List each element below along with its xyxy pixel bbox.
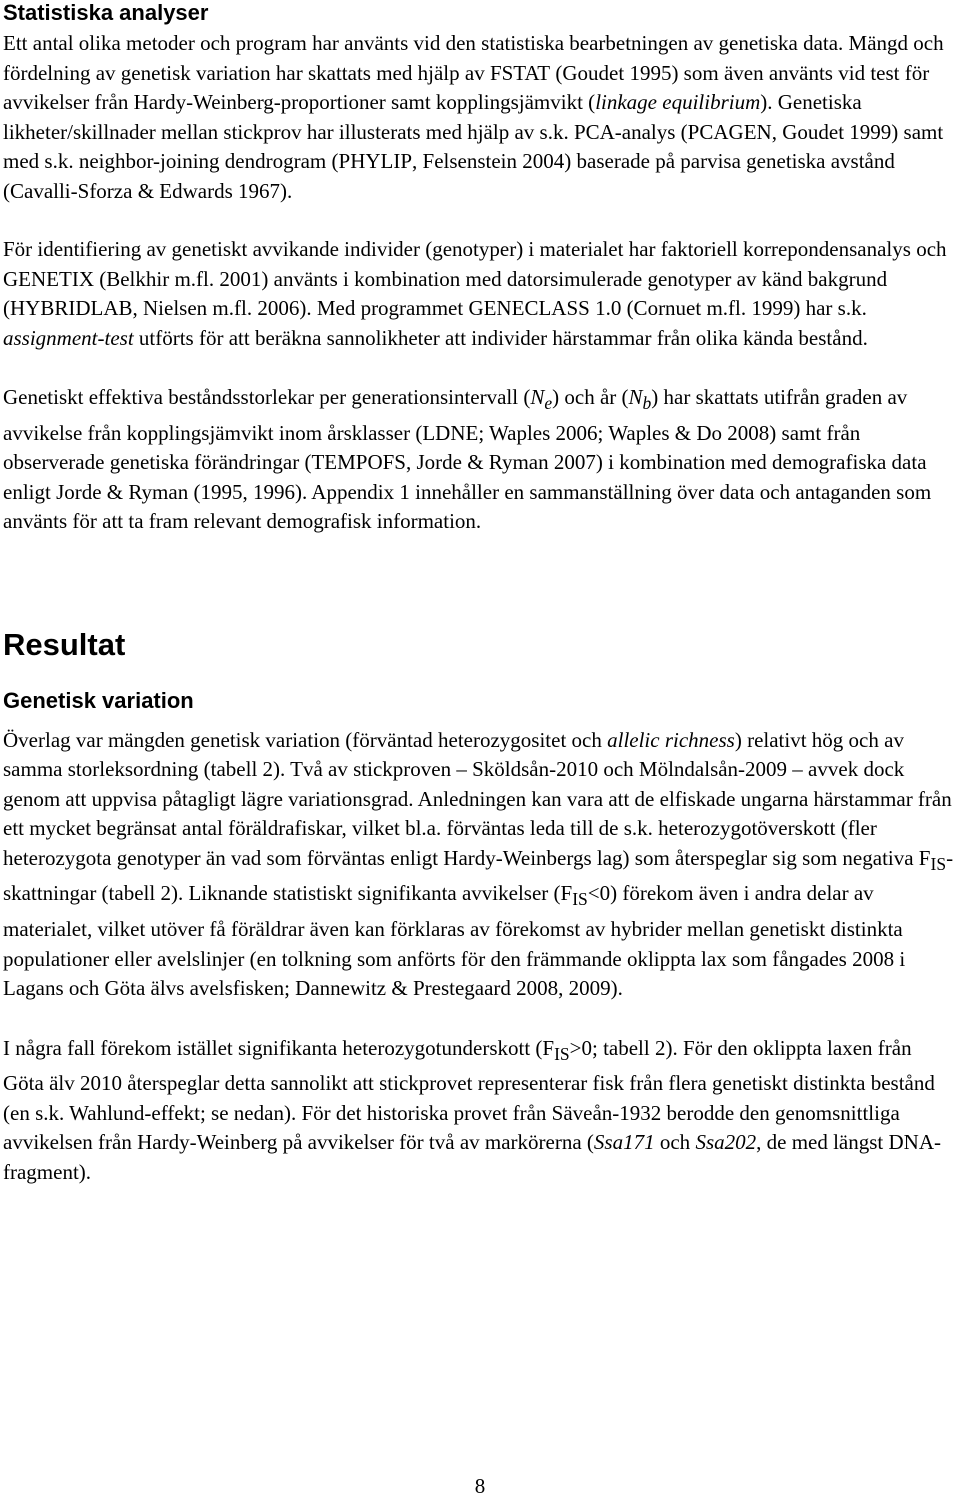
paragraph-identification-genotypes: För identifiering av genetiskt avvikande individer (genotyper) i materialet har faktoriell korrepondensanalys och GENETIX (Belkhir m.fl. 2001) använts i kombination med datorsimulerade genotyper av känd bakgrund (HYBRIDLAB, Nielsen m.fl. 2006). Med programmet GENECLASS 1.0 (Cornuet m.fl. 1999) har s.k. assignment-test utförts för att beräkna sannolikheter att individer härstammar från olika kända bestånd. — [3, 237, 947, 350]
section-heading-statistiska-analyser: Statistiska analyser — [3, 0, 209, 25]
paragraph-heterozygote-deficit: I några fall förekom istället signifikanta heterozygotunderskott ($F_{IS}>0$; tabell 2). För den oklippta laxen från Göta älv 2010 återspeglar detta sannolikt att stickprovet representerar fisk från flera genetiskt distinkta bestånd (en s.k. Wahlund-effekt; se nedan). För det historiska provet från Säveån-1932 berodde den genomsnittliga avvikelsen från Hardy-Weinberg på avvikelser för två av markörerna (Ssa171 och Ssa202, de med längst DNA-fragment). — [3, 1035, 942, 1184]
subheading-genetisk-variation: Genetisk variation — [3, 687, 194, 713]
document-page — [3, 0, 955, 1187]
paragraph-effective-population-size: Genetiskt effektiva beståndsstorlekar per generationsintervall $(N_e)$ och år $(N_b)$ har skattats utifrån graden av avvikelse från kopplingsjämvikt inom årsklasser (LDNE; Waples 2006; Waples & Do 2008) samt från observerade genetiska förändringar (TEMPOFS, Jorde & Ryman 2007) i kombination med demografiska data enligt Jorde & Ryman (1995, 1996). Appendix 1 innehåller en sammanställning över data och antaganden som använts för att ta fram relevant demografisk information. — [3, 385, 932, 534]
section-heading-resultat: Resultat — [3, 626, 126, 662]
paragraph-genetic-variation: Överlag var mängden genetisk variation (förväntad heterozygositet och allelic richness) relativt hög och av samma storleksordning (tabell 2). Två av stickproven – Sköldsån-2010 och Mölndalsån-2009 – avvek dock genom att uppvisa påtagligt lägre variationsgrad. Anledningen kan vara att de elfiskade ungarna härstammar från ett mycket begränsat antal föräldrafiskar, vilket bl.a. förväntas leda till de s.k. heterozygotöverskott (fler heterozygota genotyper än vad som förväntas enligt Hardy-Weinbergs lag) som återspeglar sig som negativa $F_{IS}$-skattningar (tabell 2). Liknande statistiskt signifikanta avvikelser $(F_{IS}<0)$ förekom även i andra delar av materialet, vilket utöver få föräldrar även kan förklaras av förekomst av hybrider mellan genetiskt distinkta populationer eller avelslinjer (en tolkning som anförts för den främmande oklippta lax som fångades 2008 i Lagans och Göta älvs avelsfisken; Dannewitz & Prestegaard 2008, 2009). — [3, 727, 954, 1001]
paragraph-methods-fstat: Ett antal olika metoder och program har använts vid den statistiska bearbetningen av genetiska data. Mängd och fördelning av genetisk variation har skattats med hjälp av FSTAT (Goudet 1995) som även använts vid test för avvikelser från Hardy-Weinberg-proportioner samt kopplingsjämvikt (linkage equilibrium). Genetiska likheter/skillnader mellan stickprov har illusterats med hjälp av s.k. PCA-analys (PCAGEN, Goudet 1999) samt med s.k. neighbor-joining dendrogram (PHYLIP, Felsenstein 2004) baserade på parvisa genetiska avstånd (Cavalli-Sforza & Edwards 1967). — [3, 31, 944, 203]
page-number: 8 — [474, 1474, 486, 1498]
